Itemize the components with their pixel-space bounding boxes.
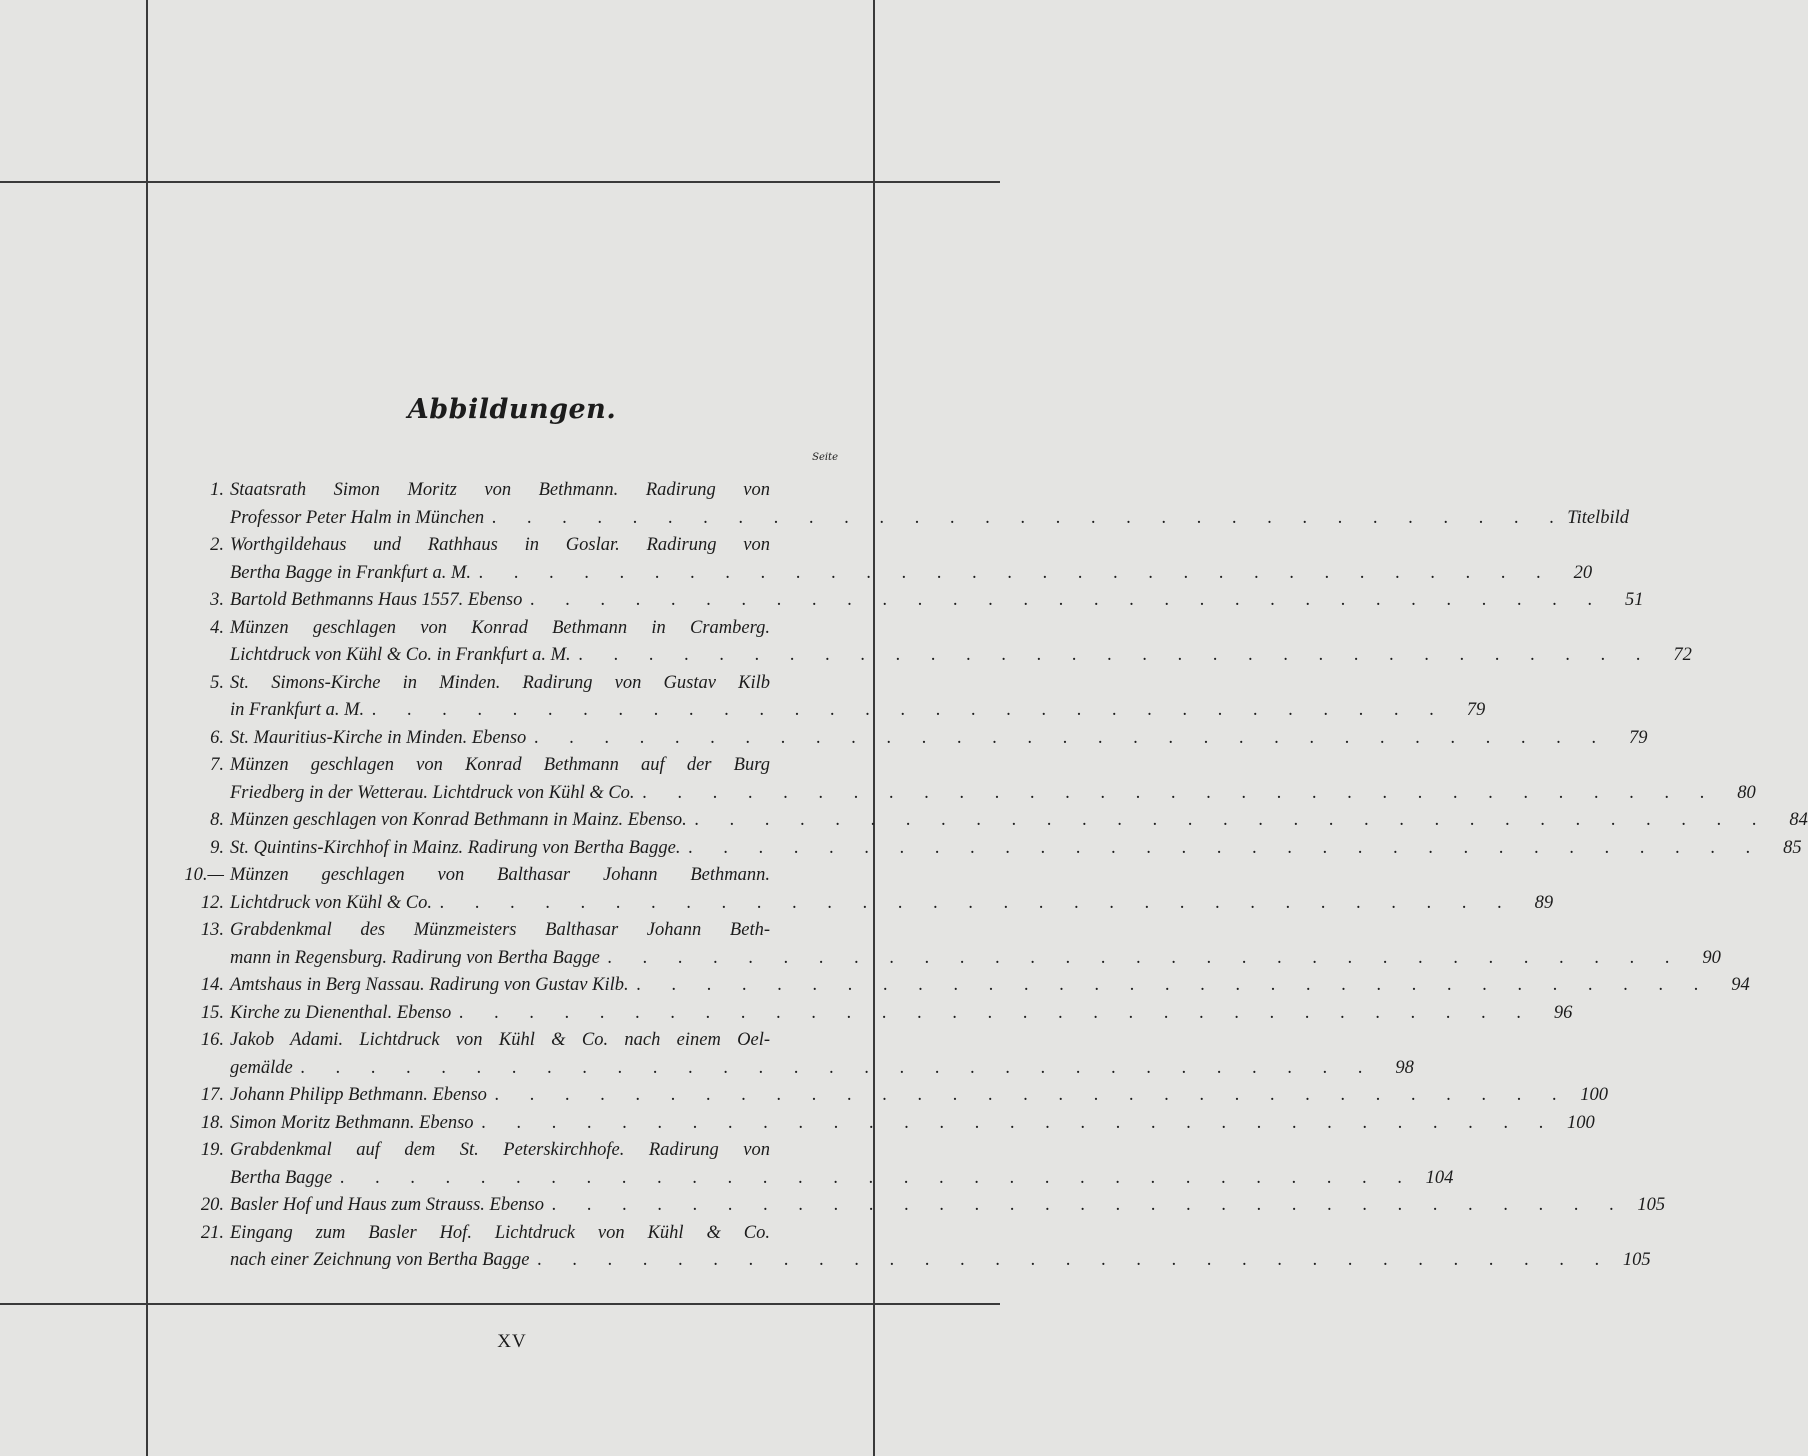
list-item <box>178 1110 1595 1138</box>
entry-text: Kirche zu Dienenthal. Ebenso <box>230 1002 452 1023</box>
frame-left-rule <box>146 0 148 1456</box>
leader-dots: . . . . . . . . . . . . . . . . . . . . . . . . . . . . . . . <box>552 1195 1628 1215</box>
list-item <box>178 670 1486 725</box>
entry-text: Grabdenkmal auf dem St. Peterskirchhofe. Radirung von <box>230 1140 770 1160</box>
entry-page: 96 <box>1553 1002 1573 1023</box>
list-item <box>178 917 1721 972</box>
entry-number: 15. <box>200 1002 224 1023</box>
leader-dots: . . . . . . . . . . . . . . . . . . . . . . . . . . . . . . . <box>530 590 1606 610</box>
entry-number: 3. <box>210 590 224 610</box>
entry-text: Worthgildehaus und Rathhaus in Goslar. Radirung von <box>230 535 770 555</box>
entry-page: 90 <box>1702 947 1721 968</box>
entry-page: 84 <box>1789 810 1808 830</box>
entry-number: 14. <box>200 975 224 995</box>
leader-dots: . . . . . . . . . . . . . . . . . . . . . . . . . . . . . . . <box>478 562 1555 583</box>
list-item <box>178 477 1629 532</box>
entry-number: 13. <box>200 920 224 940</box>
entry-number: 10.—12. <box>184 865 224 913</box>
entry-number: 18. <box>200 1112 224 1133</box>
entry-number: 9. <box>210 837 224 858</box>
entry-number: 7. <box>210 755 224 775</box>
leader-dots: . . . . . . . . . . . . . . . . . . . . . . . . . . . . . . . <box>481 1112 1557 1133</box>
leader-dots: . . . . . . . . . . . . . . . . . . . . . . . . . . . . . . . <box>537 1250 1613 1270</box>
entry-text: Staatsrath Simon Moritz von Bethmann. Radirung von <box>230 480 770 500</box>
entry-number: 21. <box>200 1222 224 1243</box>
entry-text: Lichtdruck von Kühl & Co. in Frankfurt a. M. <box>230 645 571 665</box>
entry-text: Münzen geschlagen von Konrad Bethmann in Cramberg. <box>230 617 770 638</box>
entry-page: 20 <box>1573 562 1593 583</box>
list-item <box>178 1137 1454 1192</box>
entry-page: 98 <box>1395 1057 1414 1078</box>
leader-dots: . . . . . . . . . . . . . . . . . . . . . . . . . . . . . . . <box>636 975 1712 995</box>
list-item <box>178 1082 1609 1110</box>
entry-text: Bartold Bethmanns Haus 1557. Ebenso <box>230 590 523 610</box>
entry-number: 16. <box>200 1030 224 1050</box>
page-number: XV <box>497 1331 527 1352</box>
entry-number: 8. <box>210 810 224 830</box>
frame-bottom-rule <box>0 1303 1000 1305</box>
leader-dots: . . . . . . . . . . . . . . . . . . . . . . . . . . . . . . . <box>492 507 1568 528</box>
entry-text: Lichtdruck von Kühl & Co. <box>230 892 432 913</box>
list-item <box>178 1220 1651 1275</box>
list-item <box>178 862 1554 917</box>
page-title: Abbildungen. <box>407 394 617 425</box>
entry-page: Titelbild <box>1567 507 1629 528</box>
entry-text: Professor Peter Halm in München <box>230 507 485 528</box>
entry-page: 105 <box>1622 1250 1651 1270</box>
entry-number: 19. <box>200 1140 224 1160</box>
leader-dots: . . . . . . . . . . . . . . . . . . . . . . . . . . . . . . . <box>694 810 1770 830</box>
entry-number: 17. <box>200 1085 224 1105</box>
leader-dots: . . . . . . . . . . . . . . . . . . . . . . . . . . . . . . . <box>494 1085 1571 1105</box>
frame-top-rule <box>0 181 1000 183</box>
entry-text: Amtshaus in Berg Nassau. Radirung von Gustav Kilb. <box>230 975 629 995</box>
entry-page: 80 <box>1737 782 1756 803</box>
leader-dots: . . . . . . . . . . . . . . . . . . . . . . . . . . . . . . . <box>300 1057 1376 1078</box>
entry-text: nach einer Zeichnung von Bertha Bagge <box>230 1250 530 1270</box>
entry-number: 1. <box>210 480 224 500</box>
list-item <box>178 1192 1666 1220</box>
entry-text: Bertha Bagge in Frankfurt a. M. <box>230 562 471 583</box>
entry-text: Münzen geschlagen von Konrad Bethmann auf der Burg <box>230 755 770 775</box>
entry-page: 94 <box>1731 975 1750 995</box>
entry-page: 105 <box>1637 1195 1666 1215</box>
list-item <box>178 807 1808 835</box>
entry-page: 72 <box>1673 645 1692 665</box>
list-item <box>178 532 1593 587</box>
leader-dots: . . . . . . . . . . . . . . . . . . . . . . . . . . . . . . . <box>459 1002 1535 1023</box>
list-item <box>178 615 1692 670</box>
entry-text: Grabdenkmal des Münzmeisters Balthasar Johann Beth- <box>230 920 770 940</box>
list-item <box>178 752 1756 807</box>
entry-page: 51 <box>1625 590 1644 610</box>
leader-dots: . . . . . . . . . . . . . . . . . . . . . . . . . . . . . . . <box>372 700 1448 720</box>
list-item <box>178 835 1802 863</box>
entry-text: St. Quintins-Kirchhof in Mainz. Radirung von Bertha Bagge. <box>230 837 681 858</box>
entry-text: Simon Moritz Bethmann. Ebenso <box>230 1112 474 1133</box>
entry-number: 2. <box>210 535 224 555</box>
leader-dots: . . . . . . . . . . . . . . . . . . . . . . . . . . . . . . . <box>439 892 1516 913</box>
entry-number: 5. <box>210 672 224 693</box>
entry-page: 79 <box>1628 727 1648 748</box>
leader-dots: . . . . . . . . . . . . . . . . . . . . . . . . . . . . . . . <box>340 1167 1416 1188</box>
page-column-label: Seite <box>812 452 838 463</box>
entry-text: Münzen geschlagen von Balthasar Johann Bethmann. <box>230 865 770 885</box>
illustration-list <box>178 477 1808 1275</box>
entry-number: 6. <box>210 727 224 748</box>
entry-text: Basler Hof und Haus zum Strauss. Ebenso <box>230 1195 544 1215</box>
list-item <box>178 972 1750 1000</box>
entry-text: St. Simons-Kirche in Minden. Radirung von Gustav Kilb <box>230 672 770 693</box>
entry-text: St. Mauritius-Kirche in Minden. Ebenso <box>230 727 527 748</box>
entry-text: Friedberg in der Wetterau. Lichtdruck von Kühl & Co. <box>230 782 635 803</box>
list-item <box>178 1000 1573 1028</box>
entry-page: 100 <box>1580 1085 1609 1105</box>
entry-page: 79 <box>1466 700 1486 720</box>
leader-dots: . . . . . . . . . . . . . . . . . . . . . . . . . . . . . . . <box>534 727 1610 748</box>
entry-page: 89 <box>1534 892 1554 913</box>
leader-dots: . . . . . . . . . . . . . . . . . . . . . . . . . . . . . . . <box>578 645 1654 665</box>
entry-text: gemälde <box>230 1057 293 1078</box>
entry-text: Bertha Bagge <box>230 1167 333 1188</box>
entry-text: Johann Philipp Bethmann. Ebenso <box>230 1085 487 1105</box>
entry-text: Eingang zum Basler Hof. Lichtdruck von Kühl & Co. <box>230 1222 770 1243</box>
entry-text: in Frankfurt a. M. <box>230 700 365 720</box>
entry-page: 85 <box>1783 837 1802 858</box>
entry-text: Jakob Adami. Lichtdruck von Kühl & Co. nach einem Oel- <box>230 1030 770 1050</box>
list-item <box>178 587 1644 615</box>
leader-dots: . . . . . . . . . . . . . . . . . . . . . . . . . . . . . . . <box>607 947 1683 968</box>
entry-number: 4. <box>210 617 224 638</box>
leader-dots: . . . . . . . . . . . . . . . . . . . . . . . . . . . . . . . <box>688 837 1764 858</box>
entry-page: 100 <box>1566 1112 1595 1133</box>
leader-dots: . . . . . . . . . . . . . . . . . . . . . . . . . . . . . . . <box>642 782 1718 803</box>
list-item <box>178 1027 1414 1082</box>
entry-text: Münzen geschlagen von Konrad Bethmann in Mainz. Ebenso. <box>230 810 687 830</box>
entry-number: 20. <box>200 1195 224 1215</box>
entry-text: mann in Regensburg. Radirung von Bertha Bagge <box>230 947 600 968</box>
entry-page: 104 <box>1425 1167 1454 1188</box>
list-item <box>178 725 1648 753</box>
